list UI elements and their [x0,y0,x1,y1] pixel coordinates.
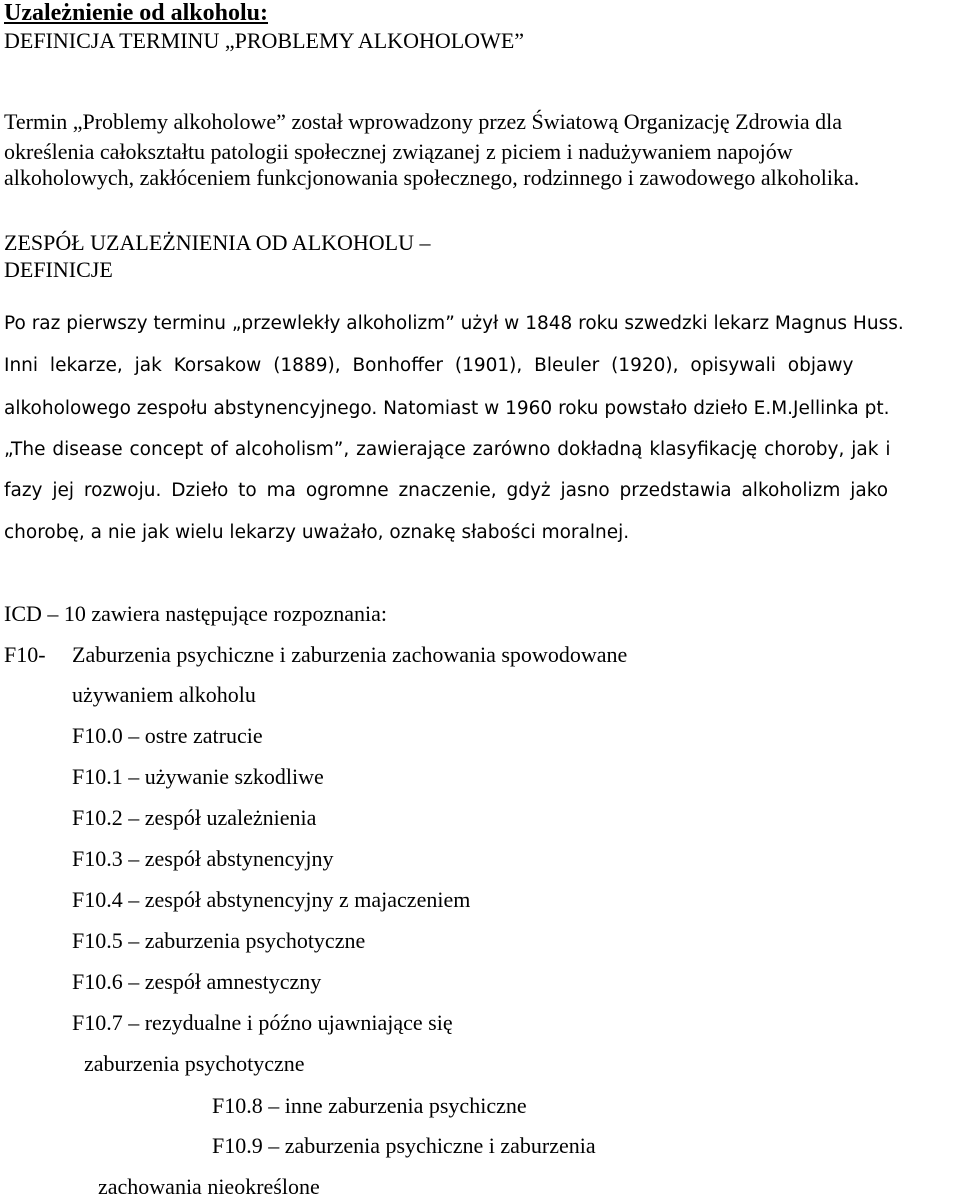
icd-item: F10.4 – zespół abstynencyjny z majaczeniem [72,887,471,912]
paragraph-line: fazy jej rozwoju. Dzieło to ma ogromne znaczenie, gdyż jasno przedstawia alkoholizm jako [4,480,889,501]
icd-item: F10.3 – zespół abstynencyjny [72,846,334,871]
paragraph-line: „The disease concept of alcoholism”, zawierające zarówno dokładną klasyfikację choroby, jak i [4,439,891,460]
icd-item: zaburzenia psychotyczne [84,1051,305,1076]
paragraph-line: Po raz pierwszy terminu „przewlekły alkoholizm” użył w 1848 roku szwedzki lekarz Magnus Huss. [4,313,904,334]
paragraph-line: chorobę, a nie jak wielu lekarzy uważało, oznakę słabości moralnej. [4,522,630,543]
section-heading-line: ZESPÓŁ UZALEŻNIENIA OD ALKOHOLU – [4,230,431,255]
intro-line: określenia całokształtu patologii społecznej związanej z piciem i nadużywaniem napojów [4,139,793,164]
icd-item: F10.6 – zespół amnestyczny [72,969,322,994]
icd-item: F10.7 – rezydualne i późno ujawniające się [72,1010,453,1035]
paragraph-line: alkoholowego zespołu abstynencyjnego. Natomiast w 1960 roku powstało dzieło E.M.Jellinka pt. [4,398,890,419]
document-title: Uzależnienie od alkoholu: [4,0,269,26]
icd-code: F10- [4,642,46,667]
document-subtitle: DEFINICJA TERMINU „PROBLEMY ALKOHOLOWE” [4,28,525,53]
intro-line: Termin „Problemy alkoholowe” został wprowadzony przez Światową Organizację Zdrowia dla [4,109,843,134]
icd-item: F10.0 – ostre zatrucie [72,723,263,748]
icd-item: F10.1 – używanie szkodliwe [72,764,324,789]
icd-item: F10.8 – inne zaburzenia psychiczne [212,1093,527,1118]
intro-line: alkoholowych, zakłóceniem funkcjonowania społecznego, rodzinnego i zawodowego alkoholika. [4,165,860,190]
icd-item: F10.9 – zaburzenia psychiczne i zaburzenia [212,1133,596,1158]
icd-item: F10.5 – zaburzenia psychotyczne [72,928,366,953]
icd-item: zachowania nieokreślone [98,1174,320,1196]
icd-main-description: używaniem alkoholu [72,682,256,707]
icd-item: F10.2 – zespół uzależnienia [72,805,317,830]
paragraph-line: Inni lekarze, jak Korsakow (1889), Bonhoffer (1901), Bleuler (1920), opisywali objawy [4,355,854,376]
icd-intro: ICD – 10 zawiera następujące rozpoznania: [4,601,387,626]
section-heading-line: DEFINICJE [4,257,113,282]
icd-main-description: Zaburzenia psychiczne i zaburzenia zachowania spowodowane [72,642,628,667]
